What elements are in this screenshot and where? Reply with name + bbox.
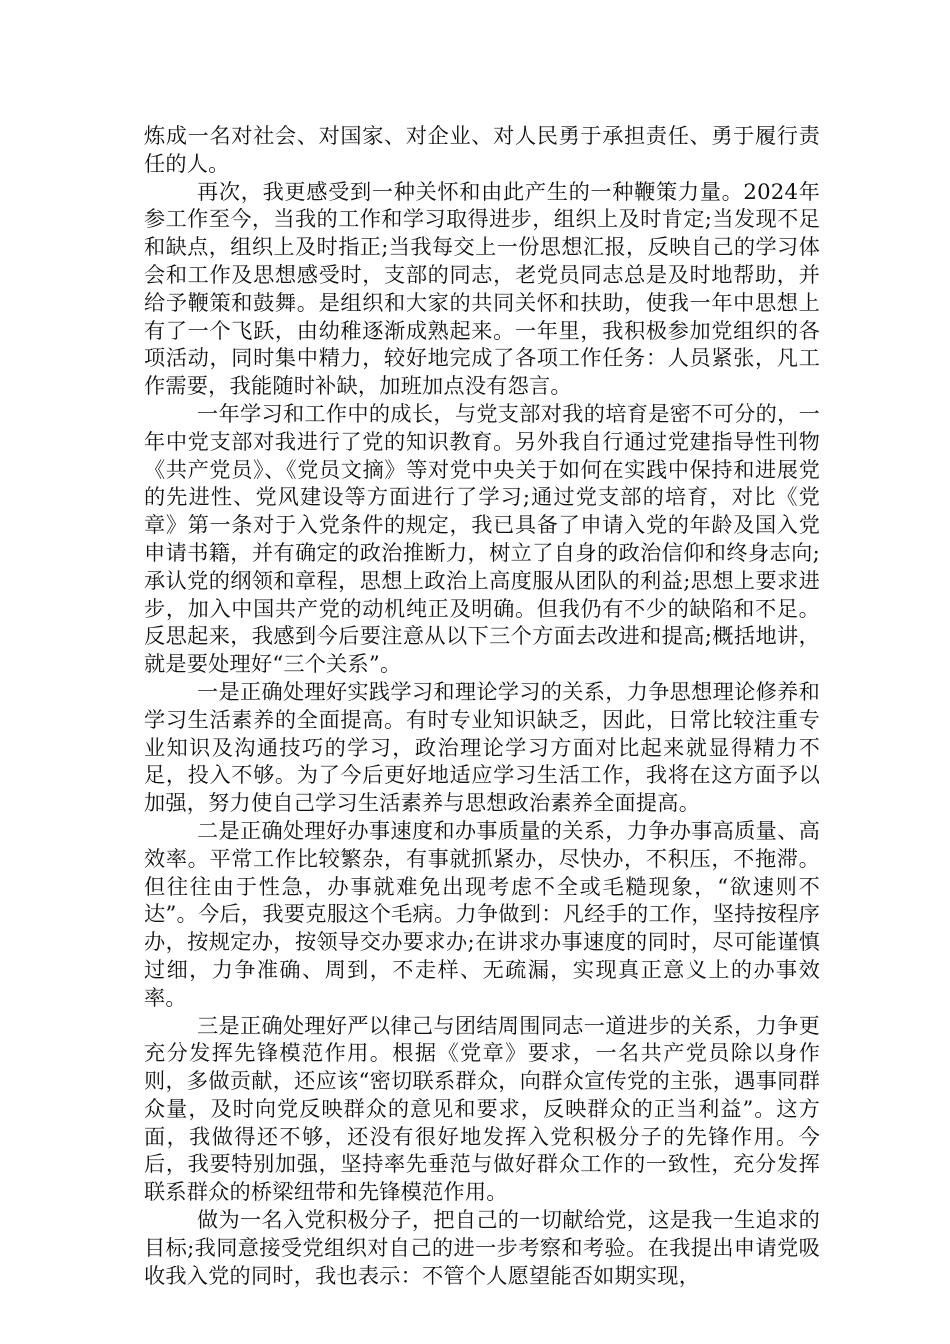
paragraph-relation-one: 一是正确处理好实践学习和理论学习的关系，力争思想理论修养和学习生活素养的全面提高。有时专业知识缺乏，因此，日常比较注重专业知识及沟通技巧的学习，政治理论学习方面对比起来就显得精力不足，投入不够。为了今后更好地适应学习生活工作，我将在这方面予以加强，努力使自己学习生活素养与思想政治素养全面提高。 (144, 678, 820, 816)
paragraph-growth-and-education: 一年学习和工作中的成长，与党支部对我的培育是密不可分的，一年中党支部对我进行了党的知识教育。另外我自行通过党建指导性刊物《共产党员》、《党员文摘》等对党中央关于如何在实践中保持和进展党的先进性、党风建设等方面进行了学习;通过党支部的培育，对比《党章》第一条对于入党条件的规定，我已具备了申请入党的年龄及国入党申请书籍，并有确定的政治推断力，树立了自身的政治信仰和终身志向;承认党的纲领和章程，思想上政治上高度服从团队的利益;思想上要求进步，加入中国共产党的动机纯正及明确。但我仍有不少的缺陷和不足。反思起来，我感到今后要注意从以下三个方面去改进和提高;概括地讲，就是要处理好“三个关系”。 (144, 400, 820, 677)
paragraph-continuation: 炼成一名对社会、对国家、对企业、对人民勇于承担责任、勇于履行责任的人。 (144, 123, 820, 176)
paragraph-relation-three: 三是正确处理好严以律己与团结周围同志一道进步的关系，力争更充分发挥先锋模范作用。根据《党章》要求，一名共产党员除以身作则，多做贡献，还应该“密切联系群众，向群众宣传党的主张，遇事同群众量，及时向党反映群众的意见和要求，反映群众的正当利益”。这方面，我做得还不够，还没有很好地发挥入党积极分子的先锋作用。今后，我要特别加强，坚持率先垂范与做好群众工作的一致性，充分发挥联系群众的桥梁纽带和先锋模范作用。 (144, 1012, 820, 1205)
paragraph-relation-two: 二是正确处理好办事速度和办事质量的关系，力争办事高质量、高效率。平常工作比较繁杂，有事就抓紧办，尽快办，不积压，不拖滞。但往往由于性急，办事就难免出现考虑不全或毛糙现象，“欲速则不达”。今后，我要克服这个毛病。力争做到：凡经手的工作，坚持按程序办，按规定办，按领导交办要求办;在讲求办事速度的同时，尽可能谨慎过细，力争准确、周到，不走样、无疏漏，实现真正意义上的办事效率。 (144, 817, 820, 1010)
paragraph-conclusion: 做为一名入党积极分子，把自己的一切献给党，这是我一生追求的目标;我同意接受党组织对自己的进一步考察和考验。在我提出申请党吸收我入党的同时，我也表示：不管个人愿望能否如期实现， (144, 1207, 820, 1288)
paragraph-care-and-encouragement: 再次，我更感受到一种关怀和由此产生的一种鞭策力量。2024年参工作至今，当我的工作和学习取得进步，组织上及时肯定;当发现不足和缺点，组织上及时指正;当我每交上一份思想汇报，反映自己的学习体会和工作及思想感受时，支部的同志，老党员同志总是及时地帮助，并给予鞭策和鼓舞。是组织和大家的共同关怀和扶助，使我一年中思想上有了一个飞跃，由幼稚逐渐成熟起来。一年里，我积极参加党组织的各项活动，同时集中精力，较好地完成了各项工作任务：人员紧张，凡工作需要，我能随时补缺，加班加点没有怨言。 (144, 178, 820, 399)
document-page (144, 122, 820, 1289)
